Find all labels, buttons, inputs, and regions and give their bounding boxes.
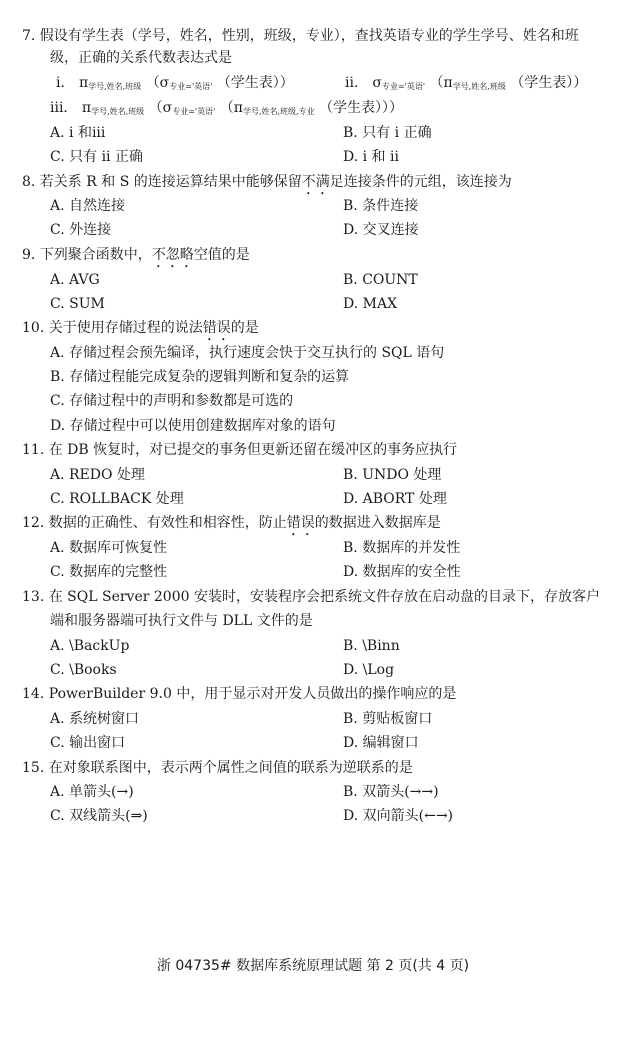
projection-attrs: 学号,姓名,班级,专业 <box>242 107 315 116</box>
relation-name: （学生表））） <box>319 100 404 116</box>
question-12 <box>22 513 612 539</box>
option-11d[interactable]: D. ABORT 处理 <box>343 491 447 507</box>
question-text: 9. 下列聚合函数中， <box>22 247 152 263</box>
selection-symbol: （σ <box>148 100 173 116</box>
question-8 <box>22 172 612 198</box>
option-11c[interactable]: C. ROLLBACK 处理 <box>50 491 184 507</box>
option-14b[interactable]: B. 剪贴板窗口 <box>343 711 433 727</box>
option-7b[interactable]: B. 只有 i 正确 <box>343 125 432 141</box>
option-13c[interactable]: C. \Books <box>50 662 117 678</box>
question-text: 足连接条件的元组，该连接为 <box>329 174 512 190</box>
question-text: 的数据进入数据库是 <box>314 515 441 531</box>
expr-label: i． <box>56 75 75 91</box>
question-text: 8. 若关系 R 和 S 的连接运算结果中能够保留 <box>22 174 302 190</box>
option-9b[interactable]: B. COUNT <box>343 272 418 288</box>
question-text: 10. 关于使用存储过程的说法 <box>22 320 203 336</box>
expression-iii <box>50 98 403 122</box>
option-11b[interactable]: B. UNDO 处理 <box>343 467 442 483</box>
option-12c[interactable]: C. 数据库的完整性 <box>50 564 168 580</box>
option-13b[interactable]: B. \Binn <box>343 638 400 654</box>
option-14a[interactable]: A. 系统树窗口 <box>50 711 140 727</box>
emphasized-text: 不满 <box>301 174 330 190</box>
option-7a[interactable]: A. i 和iii <box>50 125 106 141</box>
option-10a[interactable]: A. 存储过程会预先编译，执行速度会快于交互执行的 SQL 语句 <box>50 345 445 361</box>
option-8c[interactable]: C. 外连接 <box>50 222 112 238</box>
expression-i <box>56 73 294 97</box>
emphasized-text: 错误 <box>202 320 231 336</box>
selection-condition: 专业='英语' <box>169 82 213 91</box>
option-15a[interactable]: A. 单箭头(→) <box>50 784 134 800</box>
option-14d[interactable]: D. 编辑窗口 <box>343 735 419 751</box>
option-15d[interactable]: D. 双向箭头(←→) <box>343 808 454 824</box>
selection-symbol: （σ <box>145 75 170 91</box>
option-9a[interactable]: A. AVG <box>50 272 100 288</box>
option-8a[interactable]: A. 自然连接 <box>50 198 126 214</box>
projection-symbol: （π <box>429 75 453 91</box>
selection-condition: 专业='英语' <box>172 107 216 116</box>
emphasized-text: 不忽略 <box>151 247 194 263</box>
projection-symbol: π <box>78 75 89 91</box>
relation-name: （学生表）） <box>510 75 588 91</box>
selection-symbol: σ <box>372 75 382 91</box>
question-14: 14. PowerBuilder 9.0 中，用于显示对开发人员做出的操作响应的是 <box>22 686 457 702</box>
option-7d[interactable]: D. i 和 ii <box>343 149 399 165</box>
option-10d[interactable]: D. 存储过程中可以使用创建数据库对象的语句 <box>50 418 336 434</box>
option-12d[interactable]: D. 数据库的安全性 <box>343 564 461 580</box>
relation-name: （学生表）） <box>216 75 294 91</box>
expression-ii <box>345 73 587 97</box>
projection-attrs: 学号,姓名,班级 <box>88 82 142 91</box>
option-9c[interactable]: C. SUM <box>50 296 105 312</box>
projection-attrs: 学号,姓名,班级 <box>452 82 506 91</box>
question-15: 15. 在对象联系图中，表示两个属性之间值的联系为逆联系的是 <box>22 760 413 776</box>
emphasized-text: 错误 <box>286 515 315 531</box>
option-12a[interactable]: A. 数据库可恢复性 <box>50 540 168 556</box>
question-text: 的是 <box>230 320 259 336</box>
question-10 <box>22 318 612 344</box>
projection-symbol: （π <box>219 100 243 116</box>
option-10b[interactable]: B. 存储过程能完成复杂的逻辑判断和复杂的运算 <box>50 369 350 385</box>
option-9d[interactable]: D. MAX <box>343 296 398 312</box>
question-11: 11. 在 DB 恢复时，对已提交的事务但更新还留在缓冲区的事务应执行 <box>22 442 458 458</box>
option-15b[interactable]: B. 双箭头(→→) <box>343 784 439 800</box>
option-8d[interactable]: D. 交叉连接 <box>343 222 419 238</box>
expr-label: ii． <box>345 75 368 91</box>
option-7c[interactable]: C. 只有 ii 正确 <box>50 149 143 165</box>
projection-symbol: π <box>81 100 92 116</box>
projection-attrs: 学号,姓名,班级 <box>91 107 145 116</box>
question-text: 空值的是 <box>193 247 250 263</box>
selection-condition: 专业='英语' <box>381 82 426 91</box>
option-14c[interactable]: C. 输出窗口 <box>50 735 126 751</box>
page-footer: 浙 04735# 数据库系统原理试题 第 2 页(共 4 页) <box>156 958 470 974</box>
question-7-line-1: 7. 假设有学生表（学号，姓名，性别，班级，专业），查找英语专业的学生学号、姓名和班 <box>22 28 579 44</box>
question-7 <box>22 26 612 46</box>
question-text: 12. 数据的正确性、有效性和相容性，防止 <box>22 515 287 531</box>
question-13-line-1: 13. 在 SQL Server 2000 安装时，安装程序会把系统文件存放在启动盘的目录下，存放客户 <box>22 589 600 605</box>
option-13d[interactable]: D. \Log <box>343 662 395 678</box>
question-7-line-2 <box>50 48 626 68</box>
expr-label: iii． <box>50 100 78 116</box>
question-9 <box>22 245 612 271</box>
question-13-line-2: 端和服务器端可执行文件与 DLL 文件的是 <box>50 613 313 629</box>
option-10c[interactable]: C. 存储过程中的声明和参数都是可选的 <box>50 393 294 409</box>
option-13a[interactable]: A. \BackUp <box>50 638 130 654</box>
option-11a[interactable]: A. REDO 处理 <box>50 467 145 483</box>
option-8b[interactable]: B. 条件连接 <box>343 198 419 214</box>
question-7-text-cont: 级，正确的关系代数表达式是 <box>50 50 232 66</box>
option-15c[interactable]: C. 双线箭头(⇒) <box>50 808 148 824</box>
option-12b[interactable]: B. 数据库的并发性 <box>343 540 461 556</box>
